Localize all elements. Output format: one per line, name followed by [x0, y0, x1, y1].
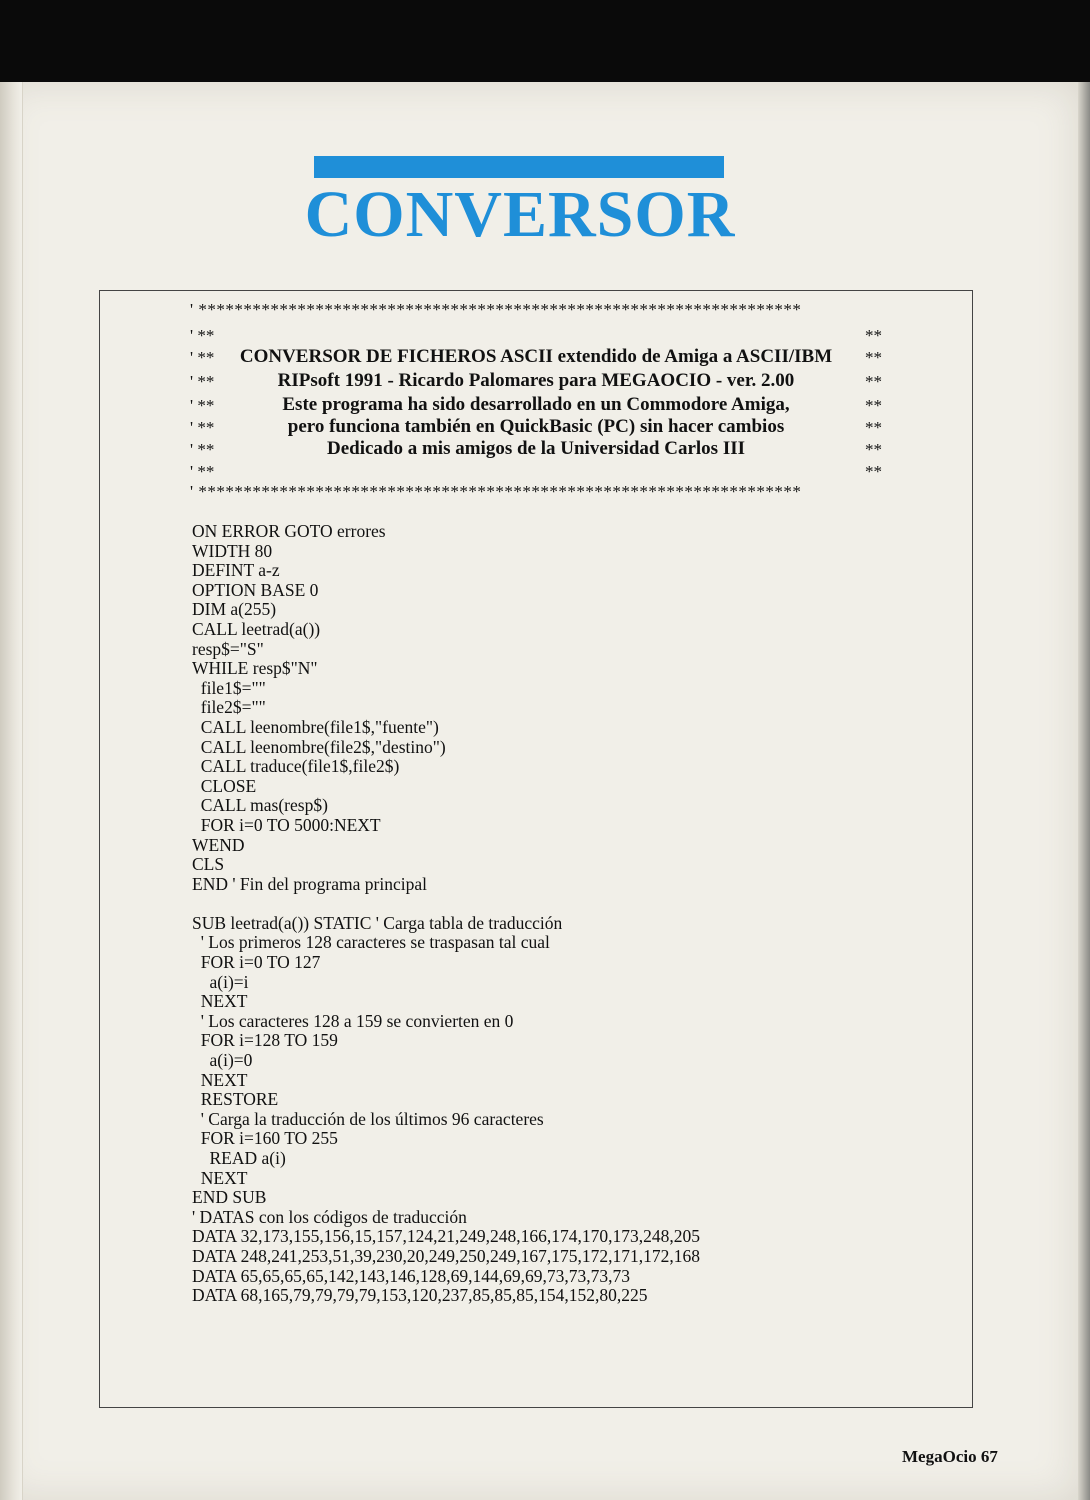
code-line: ' Carga la traducción de los últimos 96 caracteres [192, 1108, 544, 1129]
code-line: file1$="" [192, 677, 266, 698]
header-row [190, 418, 882, 440]
code-line: DATA 248,241,253,51,39,230,20,249,250,249,167,175,172,171,172,168 [192, 1245, 701, 1266]
header-row-left-marker: ' ** [190, 440, 215, 459]
code-line: FOR i=0 TO 127 [192, 952, 321, 973]
page-edge [1078, 82, 1090, 1500]
header-row-text: pero funciona también en QuickBasic (PC) sin hacer cambios [287, 416, 785, 437]
code-line: RESTORE [192, 1089, 279, 1110]
code-line: CALL leenombre(file2$,"destino") [192, 736, 446, 757]
code-line: file2$="" [192, 697, 266, 718]
code-line: DATA 32,173,155,156,15,157,124,21,249,248,166,174,170,173,248,205 [192, 1226, 701, 1247]
basic-code-listing [192, 522, 700, 1306]
code-line: ' DATAS con los códigos de traducción [192, 1206, 467, 1227]
code-line: FOR i=160 TO 255 [192, 1128, 338, 1149]
header-row-right-marker: ** [865, 326, 882, 345]
code-line: a(i)=i [192, 971, 249, 992]
title-accent-bar [314, 156, 724, 178]
header-row-text: RIPsoft 1991 - Ricardo Palomares para MEGAOCIO - ver. 2.00 [277, 370, 795, 391]
header-stars-bottom: ' ******************************************************************* [190, 482, 802, 501]
code-line: CALL mas(resp$) [192, 795, 328, 816]
code-line: ' Los caracteres 128 a 159 se convierten en 0 [192, 1010, 514, 1031]
code-line: NEXT [192, 1069, 248, 1090]
code-line: END SUB [192, 1187, 267, 1208]
page-title: CONVERSOR [304, 178, 736, 251]
header-row-right-marker: ** [865, 372, 882, 391]
code-line [192, 894, 700, 914]
code-line: DATA 68,165,79,79,79,79,153,120,237,85,85,85,154,152,80,225 [192, 1285, 648, 1306]
header-row-left-marker: ' ** [190, 462, 215, 481]
code-line: END ' Fin del programa principal [192, 873, 427, 894]
header-row-text: CONVERSOR DE FICHEROS ASCII extendido de Amiga a ASCII/IBM [239, 346, 833, 367]
header-row [190, 396, 882, 418]
code-line: WEND [192, 834, 245, 855]
header-row-text: Dedicado a mis amigos de la Universidad Carlos III [326, 438, 746, 459]
code-line: FOR i=0 TO 5000:NEXT [192, 814, 381, 835]
code-line: CLS [192, 854, 225, 875]
code-line: ON ERROR GOTO errores [192, 521, 386, 541]
header-row-left-marker: ' ** [190, 348, 215, 367]
code-line: DATA 65,65,65,65,142,143,146,128,69,144,69,69,73,73,73,73 [192, 1265, 631, 1286]
code-line: CLOSE [192, 775, 257, 796]
header-row-right-marker: ** [865, 440, 882, 459]
header-row [190, 440, 882, 462]
code-line: a(i)=0 [192, 1050, 253, 1071]
header-row-left-marker: ' ** [190, 326, 215, 345]
header-row-left-marker: ' ** [190, 418, 215, 437]
header-row-right-marker: ** [865, 396, 882, 415]
header-row-right-marker: ** [865, 348, 882, 367]
code-line: NEXT [192, 991, 248, 1012]
code-line: SUB leetrad(a()) STATIC ' Carga tabla de traducción [192, 912, 563, 933]
header-row-left-marker: ' ** [190, 396, 215, 415]
header-stars-top: ' ******************************************************************* [190, 300, 802, 319]
code-line: CALL leetrad(a()) [192, 618, 321, 639]
code-line: FOR i=128 TO 159 [192, 1030, 338, 1051]
page-footer: MegaOcio 67 [902, 1447, 998, 1466]
header-row-right-marker: ** [865, 418, 882, 437]
header-row [190, 372, 882, 394]
code-line: WHILE resp$"N" [192, 658, 318, 679]
header-empty-row [190, 462, 882, 484]
code-line: READ a(i) [192, 1148, 286, 1168]
code-line: ' Los primeros 128 caracteres se traspasan tal cual [192, 932, 550, 953]
code-line: DIM a(255) [192, 599, 277, 620]
header-row-left-marker: ' ** [190, 372, 215, 391]
header-empty-row [190, 326, 882, 348]
code-line: DEFINT a-z [192, 560, 280, 581]
code-line: OPTION BASE 0 [192, 579, 319, 600]
header-row [190, 348, 882, 370]
code-line: resp$="S" [192, 638, 264, 659]
header-row-right-marker: ** [865, 462, 882, 481]
code-line: CALL leenombre(file1$,"fuente") [192, 716, 439, 737]
code-line: WIDTH 80 [192, 540, 273, 561]
page-spine-shadow [0, 82, 23, 1500]
header-row-text: Este programa ha sido desarrollado en un Commodore Amiga, [282, 394, 790, 415]
code-line: CALL traduce(file1$,file2$) [192, 756, 400, 777]
code-line: NEXT [192, 1167, 248, 1188]
